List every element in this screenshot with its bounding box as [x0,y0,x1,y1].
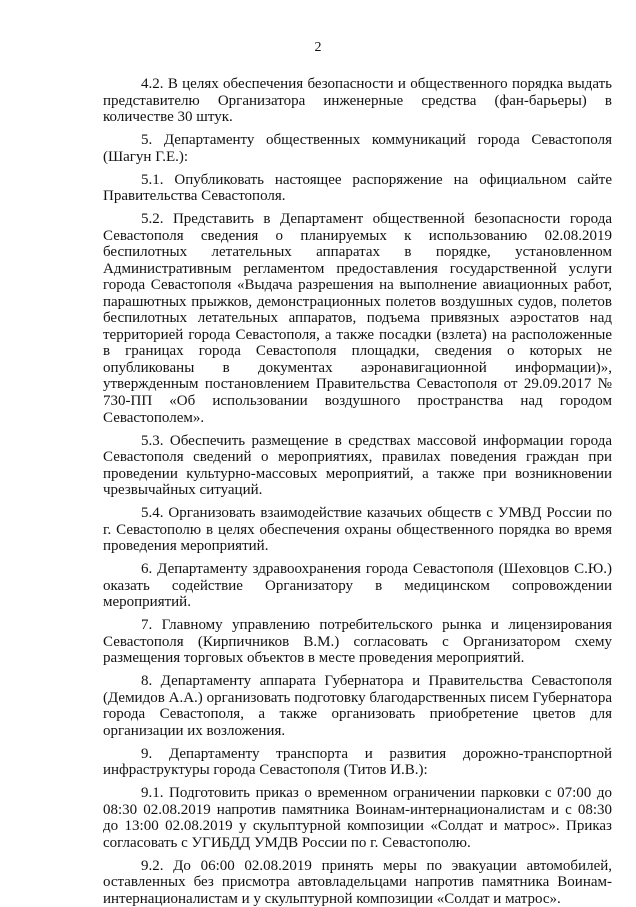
paragraph-9-1: 9.1. Подготовить приказ о временном ограничении парковки с 07:00 до 08:30 02.08.2019 напротив памятника Воинам-интернационалистам и с 08:30 до 13:00 02.08.2019 у скульптурной композиции «Солдат и матрос». Приказ согласовать с УГИБДД УМДВ России по г. Севастополю. [103,785,612,851]
paragraph-6: 6. Департаменту здравоохранения города Севастополя (Шеховцов С.Ю.) оказать содействие Организатору в медицинском сопровождении мероприятий. [103,561,612,611]
paragraph-9: 9. Департаменту транспорта и развития дорожно-транспортной инфраструктуры города Севастополя (Титов И.В.): [103,745,612,779]
paragraph-9-2: 9.2. До 06:00 02.08.2019 принять меры по эвакуации автомобилей, оставленных без присмотра автовладельцами напротив памятника Воинам-интернационалистам и у скульптурной композиции «Солдат и матрос». [103,857,612,907]
paragraph-5-2: 5.2. Представить в Департамент общественной безопасности города Севастополя сведения о планируемых к использованию 02.08.2019 беспилотных летательных аппаратах в порядке, установленном Административным регламентом предоставления государственной услуги города Севастополя «Выдача разрешения на выполнение авиационных работ, парашютных прыжков, демонстрационных полетов воздушных судов, полетов беспилотных летательных аппаратов, подъема привязных аэростатов над территорией города Севастополя, а также посадки (взлета) на расположенные в границах города Севастополя площадки, сведения о которых не опубликованы в документах аэронавигационной информации)», утвержденным постановлением Правительства Севастополя от 29.09.2017 № 730-ПП «Об использовании воздушного пространства над городом Севастополем». [103,211,612,426]
paragraph-5-4: 5.4. Организовать взаимодействие казачьих обществ с УМВД России по г. Севастополю в целях обеспечения охраны общественного порядка во время проведения мероприятий. [103,505,612,555]
paragraph-7: 7. Главному управлению потребительского рынка и лицензирования Севастополя (Кирпичников В.М.) согласовать с Организатором схему размещения торговых объектов в месте проведения мероприятий. [103,617,612,667]
page-number: 2 [314,40,322,55]
document-body [103,76,612,907]
paragraph-5: 5. Департаменту общественных коммуникаций города Севастополя (Шагун Г.Е.): [103,132,612,165]
paragraph-4-2: 4.2. В целях обеспечения безопасности и общественного порядка выдать представителю Организатора инженерные средства (фан-барьеры) в количестве 30 штук. [103,76,612,126]
paragraph-5-3: 5.3. Обеспечить размещение в средствах массовой информации города Севастополя сведений о мероприятиях, правилах поведения граждан при проведении культурно-массовых мероприятий, а также при возникновении чрезвычайных ситуаций. [103,432,612,499]
paragraph-5-1: 5.1. Опубликовать настоящее распоряжение на официальном сайте Правительства Севастополя. [103,171,612,205]
paragraph-8: 8. Департаменту аппарата Губернатора и Правительства Севастополя (Демидов А.А.) организовать подготовку благодарственных писем Губернатора города Севастополя, а также организовать приобретение цветов для организации их возложения. [103,673,612,739]
